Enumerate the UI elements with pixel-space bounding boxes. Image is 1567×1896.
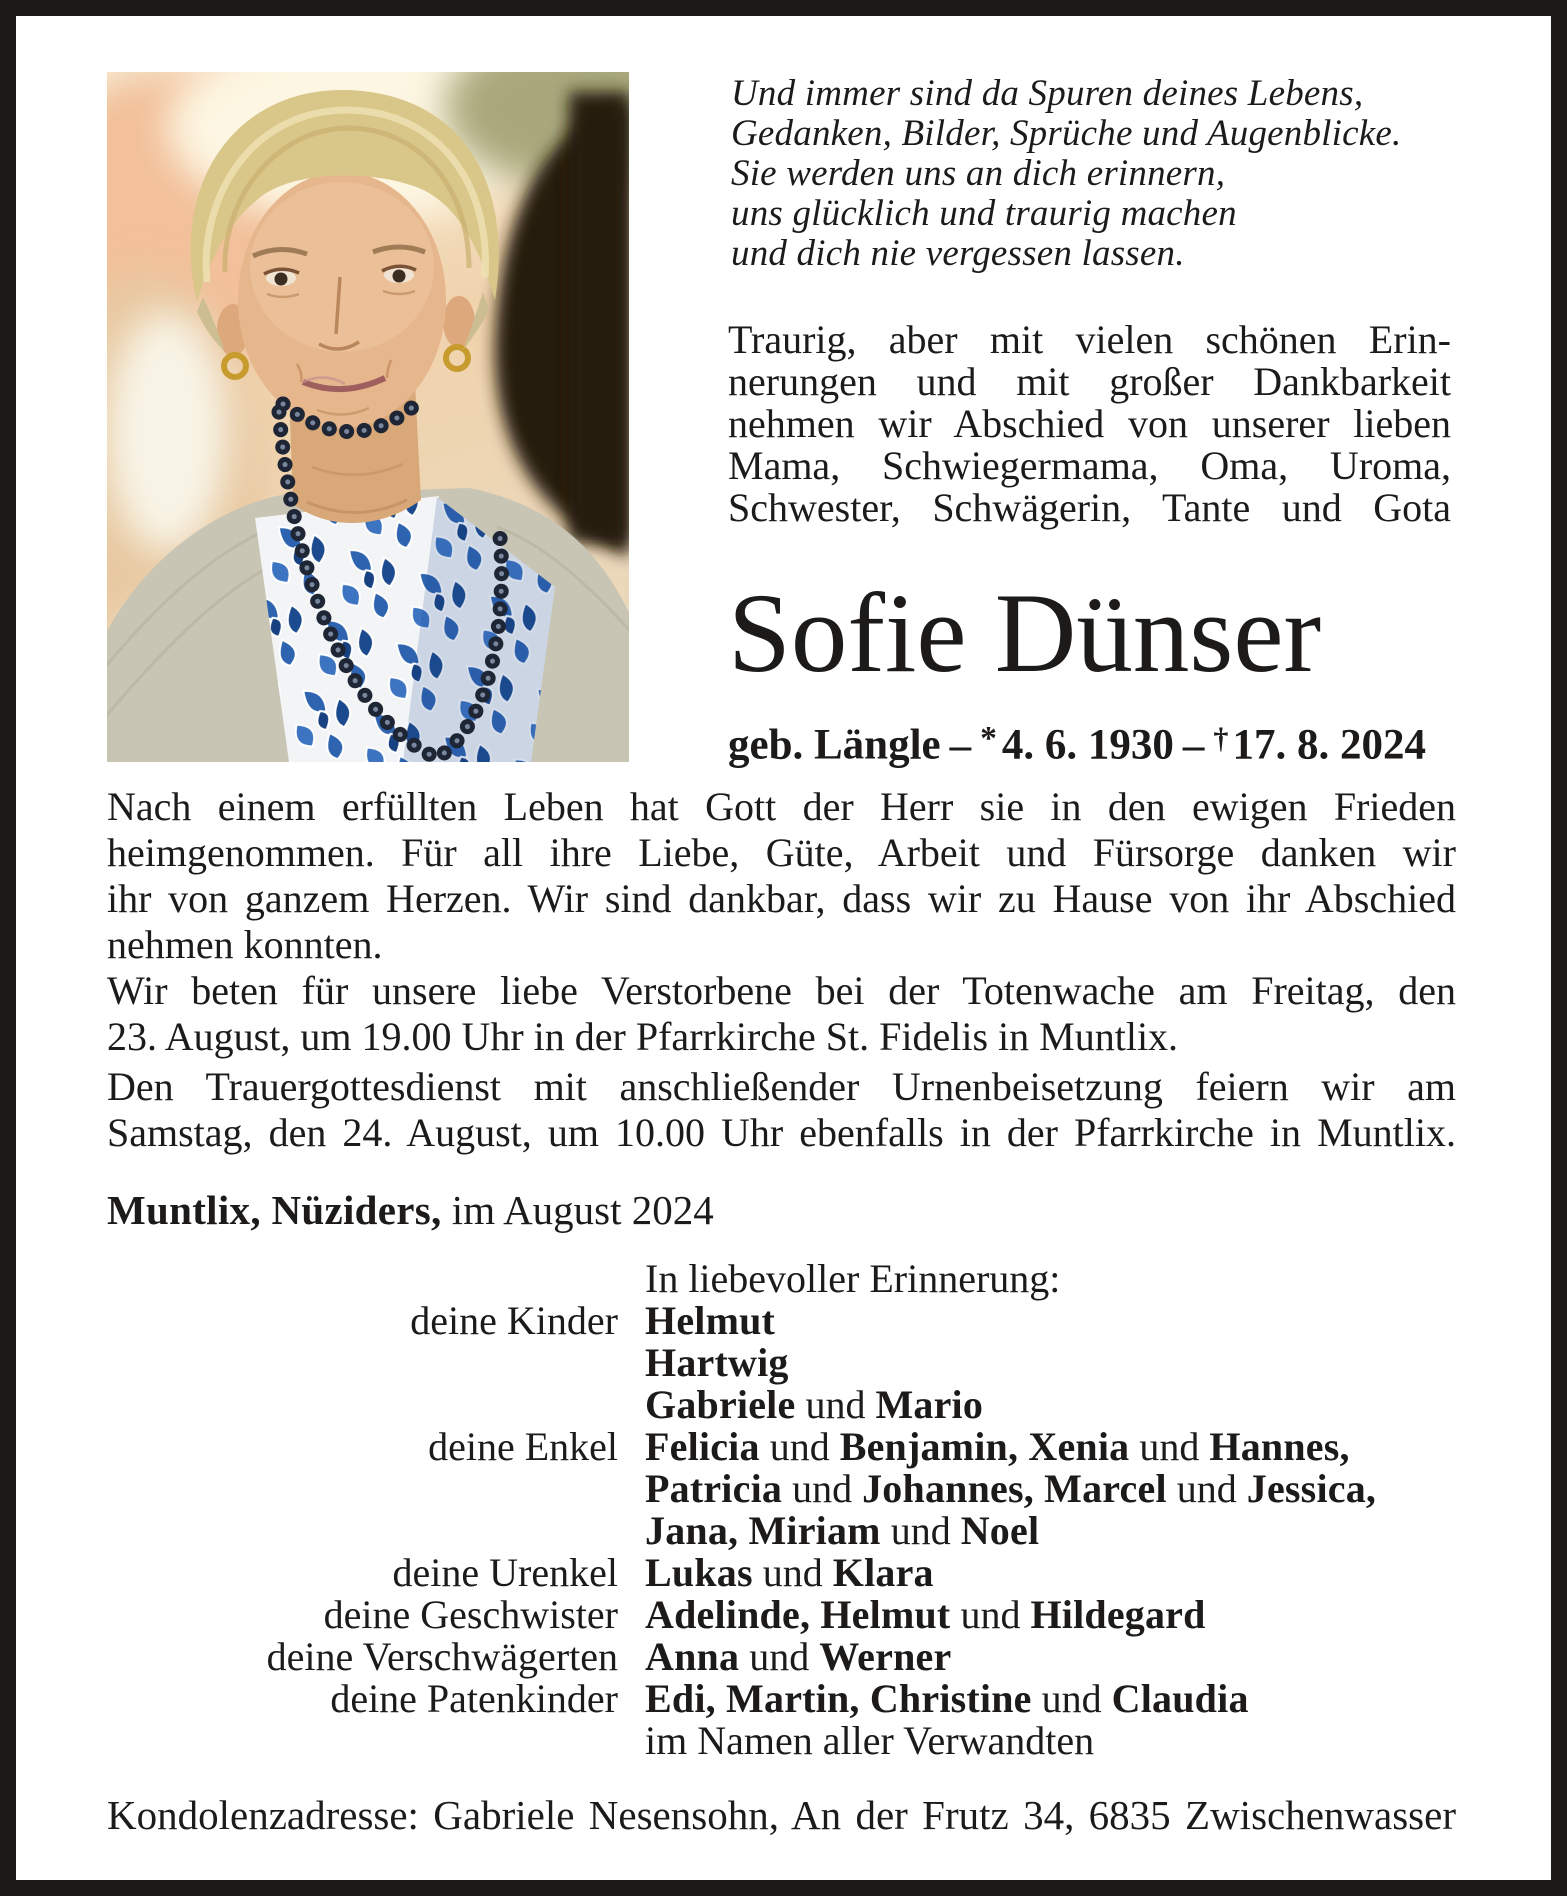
remembrance-row (107, 1384, 1456, 1426)
relation-label (107, 1342, 618, 1384)
remembrance-row (107, 1720, 1456, 1762)
relative-names (645, 1426, 1456, 1468)
text-line: Den Trauergottesdienst mit anschließender Urnenbeisetzung feiern wir am (107, 1064, 1456, 1109)
relative-names (645, 1720, 1456, 1762)
remembrance-list (107, 1258, 1456, 1762)
text-line: Nach einem erfüllten Leben hat Gott der Herr sie in den ewigen Frieden (107, 784, 1456, 829)
remembrance-row (107, 1300, 1456, 1342)
birth-death-line (728, 716, 1468, 768)
remembrance-rows (107, 1300, 1456, 1762)
relative-names (645, 1384, 1456, 1426)
name-text: Jessica, (1246, 1466, 1377, 1511)
name-text: Mario (875, 1382, 984, 1427)
relation-label (107, 1510, 618, 1552)
connector-text: und (759, 1424, 840, 1469)
text-line: Und immer sind da Spuren deines Lebens, (731, 73, 1364, 114)
relation-label (107, 1384, 618, 1426)
connector-text: und (739, 1634, 820, 1679)
name-text: Jana, Miriam (645, 1508, 881, 1553)
relative-names (645, 1510, 1456, 1552)
place-date-line (107, 1188, 714, 1233)
death-dagger-symbol: † (1213, 721, 1229, 755)
relation-label (107, 1468, 618, 1510)
condolence-address (107, 1793, 1456, 1838)
connector-text: und (752, 1550, 833, 1595)
connector-text: und (950, 1592, 1031, 1637)
relation-label (107, 1720, 618, 1762)
relation-label: deine Geschwister (323, 1592, 618, 1637)
remembrance-row (107, 1468, 1456, 1510)
connector-text: und (1166, 1466, 1247, 1511)
text-line: Mama, Schwiegermama, Oma, Uroma, (728, 443, 1451, 488)
text-line: nehmen wir Abschied von unserer lieben (728, 401, 1451, 446)
dash-separator: – (1182, 721, 1205, 769)
text-line: Wir beten für unsere liebe Verstorbene bei der Totenwache am Freitag, den (107, 968, 1456, 1013)
text-line: Schwester, Schwägerin, Tante und Gota (728, 485, 1451, 530)
name-text: Anna (645, 1634, 740, 1679)
relative-names (645, 1594, 1456, 1636)
text-line: ihr von ganzem Herzen. Wir sind dankbar, dass wir zu Hause von ihr Abschied (107, 876, 1456, 921)
name-text: Adelinde, Helmut (645, 1592, 951, 1637)
text-line: nerungen und mit großer Dankbarkeit (728, 359, 1451, 404)
relative-names (645, 1678, 1456, 1720)
connector-text: und (795, 1382, 876, 1427)
paragraph-life (107, 784, 1456, 968)
name-text: Gabriele (645, 1382, 796, 1427)
month-year: im August 2024 (441, 1187, 714, 1233)
name-text: Claudia (1111, 1676, 1249, 1721)
name-text: Johannes, Marcel (862, 1466, 1167, 1511)
birth-date: 4. 6. 1930 (1001, 721, 1174, 769)
name-text: Hartwig (645, 1340, 789, 1385)
memorial-poem (731, 74, 1454, 274)
connector-text: und (782, 1466, 863, 1511)
dash-separator: – (949, 721, 972, 769)
name-text: Edi, Martin, Christine (645, 1676, 1032, 1721)
remembrance-row (107, 1678, 1456, 1720)
places: Muntlix, Nüziders, (107, 1187, 442, 1233)
birth-star-symbol: * (980, 720, 997, 758)
relation-label: deine Enkel (428, 1424, 618, 1469)
birth-name: geb. Längle (728, 721, 941, 769)
text-line: 23. August, um 19.00 Uhr in der Pfarrkirche St. Fidelis in Muntlix. (107, 1014, 1179, 1059)
name-text: Felicia (645, 1424, 760, 1469)
paragraph-trauergottesdienst (107, 1064, 1456, 1156)
relation-label: deine Kinder (410, 1298, 618, 1343)
paragraph-totenwache (107, 968, 1456, 1060)
death-date: 17. 8. 2024 (1232, 721, 1426, 769)
remembrance-row (107, 1342, 1456, 1384)
text-line: nehmen konnten. (107, 922, 383, 967)
farewell-intro-paragraph (728, 319, 1451, 529)
deceased-name: Sofie Dünser (728, 571, 1322, 696)
name-text: Hildegard (1030, 1592, 1206, 1637)
name-text: Benjamin, Xenia (839, 1424, 1130, 1469)
connector-text: und (1031, 1676, 1112, 1721)
relative-names (645, 1468, 1456, 1510)
relative-names (645, 1552, 1456, 1594)
relation-label: deine Urenkel (392, 1550, 618, 1595)
name-text: Noel (960, 1508, 1040, 1553)
connector-text: im Namen aller Verwandten (645, 1718, 1095, 1763)
name-text: Klara (832, 1550, 934, 1595)
remembrance-row (107, 1426, 1456, 1468)
remembrance-row (107, 1510, 1456, 1552)
condolence-text: Kondolenzadresse: Gabriele Nesensohn, An der Frutz 34, 6835 Zwischenwasser (107, 1792, 1456, 1838)
remembrance-row (107, 1636, 1456, 1678)
remembrance-heading: In liebevoller Erinnerung: (645, 1256, 1061, 1301)
portrait-photo (107, 72, 629, 762)
name-text: Lukas (645, 1550, 753, 1595)
remembrance-row (107, 1594, 1456, 1636)
relative-names (645, 1342, 1456, 1384)
text-line: heimgenommen. Für all ihre Liebe, Güte, Arbeit und Fürsorge danken wir (107, 830, 1456, 875)
remembrance-row (107, 1552, 1456, 1594)
text-line: Traurig, aber mit vielen schönen Erin- (728, 317, 1451, 362)
text-line: Sie werden uns an dich erinnern, (731, 153, 1226, 194)
text-line: uns glücklich und traurig machen (731, 193, 1237, 234)
text-line: Samstag, den 24. August, um 10.00 Uhr ebenfalls in der Pfarrkirche in Muntlix. (107, 1110, 1456, 1155)
name-text: Helmut (645, 1298, 776, 1343)
portrait-illustration (107, 72, 629, 762)
name-text: Patricia (645, 1466, 783, 1511)
connector-text: und (880, 1508, 961, 1553)
name-text: Hannes, (1209, 1424, 1350, 1469)
name-text: Werner (819, 1634, 952, 1679)
connector-text: und (1129, 1424, 1210, 1469)
relation-label: deine Patenkinder (330, 1676, 618, 1721)
relative-names (645, 1636, 1456, 1678)
text-line: Gedanken, Bilder, Sprüche und Augenblicke. (731, 113, 1402, 154)
relative-names (645, 1300, 1456, 1342)
relation-label: deine Verschwägerten (266, 1634, 618, 1679)
text-line: und dich nie vergessen lassen. (731, 233, 1185, 274)
